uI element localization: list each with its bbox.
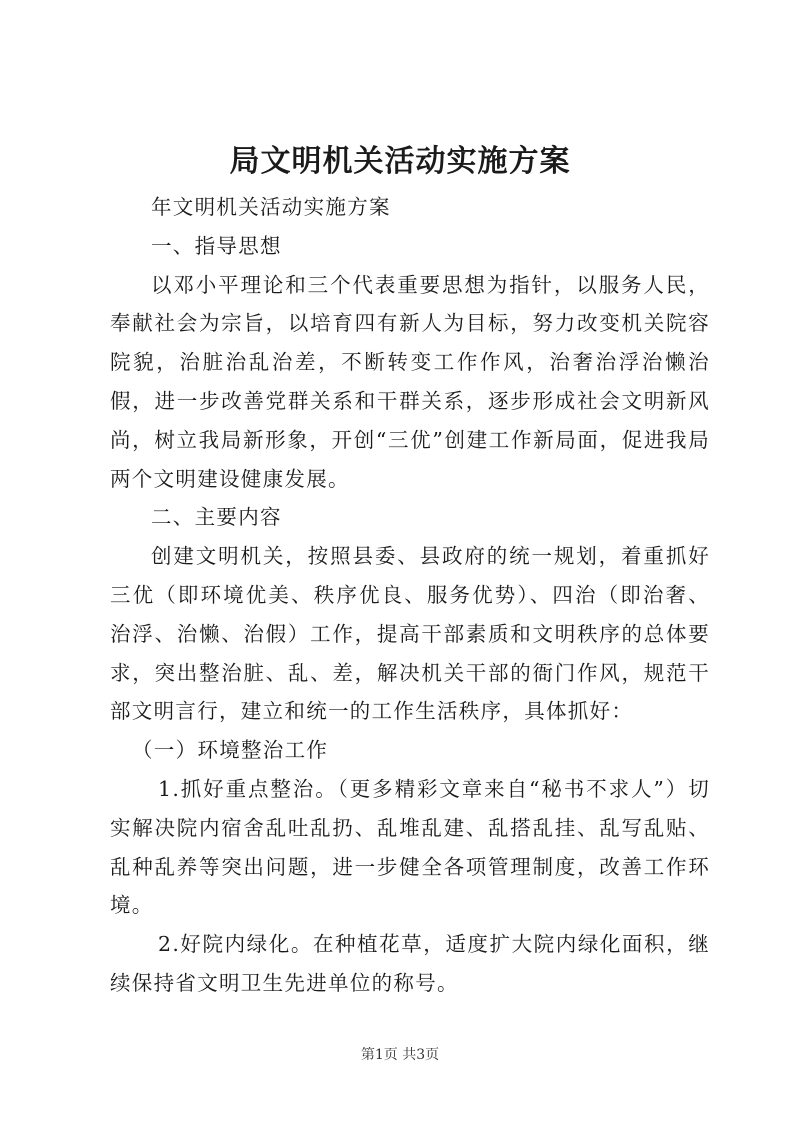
section-heading-guiding-thought: 一、指导思想 <box>151 233 282 258</box>
paragraph-guiding-thought: 以邓小平理论和三个代表重要思想为指针，以服务人民，奉献社会为宗旨，以培育四有新人为目标，努力改变机关院容院貌，治脏治乱治差，不断转变工作作风，治奢治浮治懒治假，进一步改善党群关系和干群关系，逐步形成社会文明新风尚，树立我局新形象，开创“三优”创建工作新局面，促进我局两个文明建设健康发展。 <box>110 272 710 491</box>
paragraph-main-content: 创建文明机关，按照县委、县政府的统一规划，着重抓好三优（即环境优美、秩序优良、服务优势）、四治（即治奢、治浮、治懒、治假）工作，提高干部素质和文明秩序的总体要求，突出整治脏、乱、差，解决机关干部的衙门作风，规范干部文明言行，建立和统一的工作生活秩序，具体抓好： <box>110 544 710 724</box>
document-body <box>110 188 710 1003</box>
paragraph-item-1: 1.抓好重点整治。（更多精彩文章来自“秘书不求人”）切实解决院内宿舍乱吐乱扔、乱堆乱建、乱搭乱挂、乱写乱贴、乱种乱养等突出问题，进一步健全各项管理制度，改善工作环境。 <box>110 776 710 918</box>
subsection-heading-environment: （一）环境整治工作 <box>132 738 329 763</box>
page-footer: 第1页 共3页 <box>360 1047 440 1063</box>
section-heading-main-content: 二、主要内容 <box>151 505 282 530</box>
paragraph-item-2: 2.好院内绿化。在种植花草，适度扩大院内绿化面积，继续保持省文明卫生先进单位的称号。 <box>110 932 710 995</box>
paragraph-subtitle: 年文明机关活动实施方案 <box>151 195 391 219</box>
document-title: 局文明机关活动实施方案 <box>229 144 571 179</box>
